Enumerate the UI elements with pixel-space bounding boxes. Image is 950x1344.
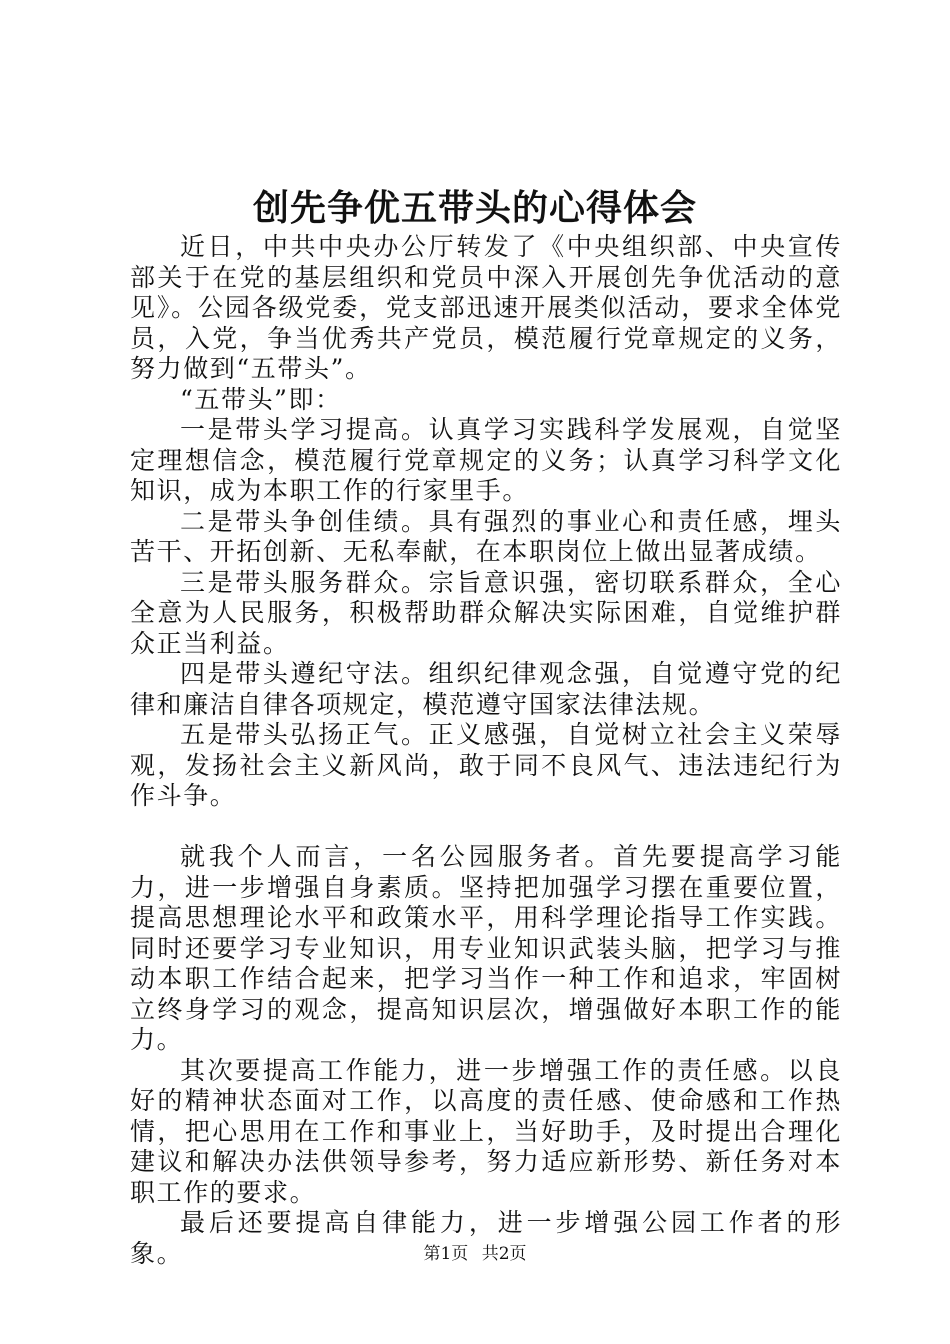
paragraph-point-2: 二是带头争创佳绩。具有强烈的事业心和责任感，埋头苦干、开拓创新、无私奉献，在本职岗位上做出显著成绩。 (130, 506, 842, 566)
paragraph-intro: 近日，中共中央办公厅转发了《中央组织部、中央宣传部关于在党的基层组织和党员中深入开展创先争优活动的意见》。公园各级党委，党支部迅速开展类似活动，要求全体党员，入党，争当优秀共产党员，模范履行党章规定的义务，努力做到“五带头”。 (130, 232, 842, 383)
paragraph-five-lead: “五带头”即： (180, 384, 342, 414)
paragraph-point-3: 三是带头服务群众。宗旨意识强，密切联系群众，全心全意为人民服务，积极帮助群众解决实际困难，自觉维护群众正当利益。 (130, 567, 842, 658)
document-title: 创先争优五带头的心得体会 (252, 187, 697, 229)
paragraph-gap (130, 812, 842, 843)
page-number: 第1页 (423, 1244, 469, 1264)
paragraph-point-1: 一是带头学习提高。认真学习实践科学发展观，自觉坚定理想信念，模范履行党章规定的义务；认真学习科学文化知识，成为本职工作的行家里手。 (130, 415, 842, 505)
paragraph-personal-1: 就我个人而言，一名公园服务者。首先要提高学习能力，进一步增强自身素质。坚持把加强学习摆在重要位置，提高思想理论水平和政策水平，用科学理论指导工作实践。同时还要学习专业知识，用专业知识武装头脑，把学习与推动本职工作结合起来，把学习当作一种工作和追求，牢固树立终身学习的观念，提高知识层次，增强做好本职工作的能力。 (130, 842, 842, 1054)
document-body (130, 232, 842, 1269)
page-total: 共2页 (481, 1244, 527, 1264)
paragraph-personal-3: 最后还要提高自律能力，进一步增强公园工作者的形象。 (130, 1208, 842, 1268)
paragraph-point-4: 四是带头遵纪守法。组织纪律观念强，自觉遵守党的纪律和廉洁自律各项规定，模范遵守国家法律法规。 (130, 659, 842, 719)
paragraph-personal-2: 其次要提高工作能力，进一步增强工作的责任感。以良好的精神状态面对工作，以高度的责任感、使命感和工作热情，把心思用在工作和事业上，当好助手，及时提出合理化建议和解决办法供领导参考，努力适应新形势、新任务对本职工作的要求。 (130, 1055, 842, 1207)
page-footer (0, 1242, 950, 1266)
paragraph-point-5: 五是带头弘扬正气。正义感强，自觉树立社会主义荣辱观，发扬社会主义新风尚，敢于同不良风气、违法违纪行为作斗争。 (130, 720, 842, 810)
